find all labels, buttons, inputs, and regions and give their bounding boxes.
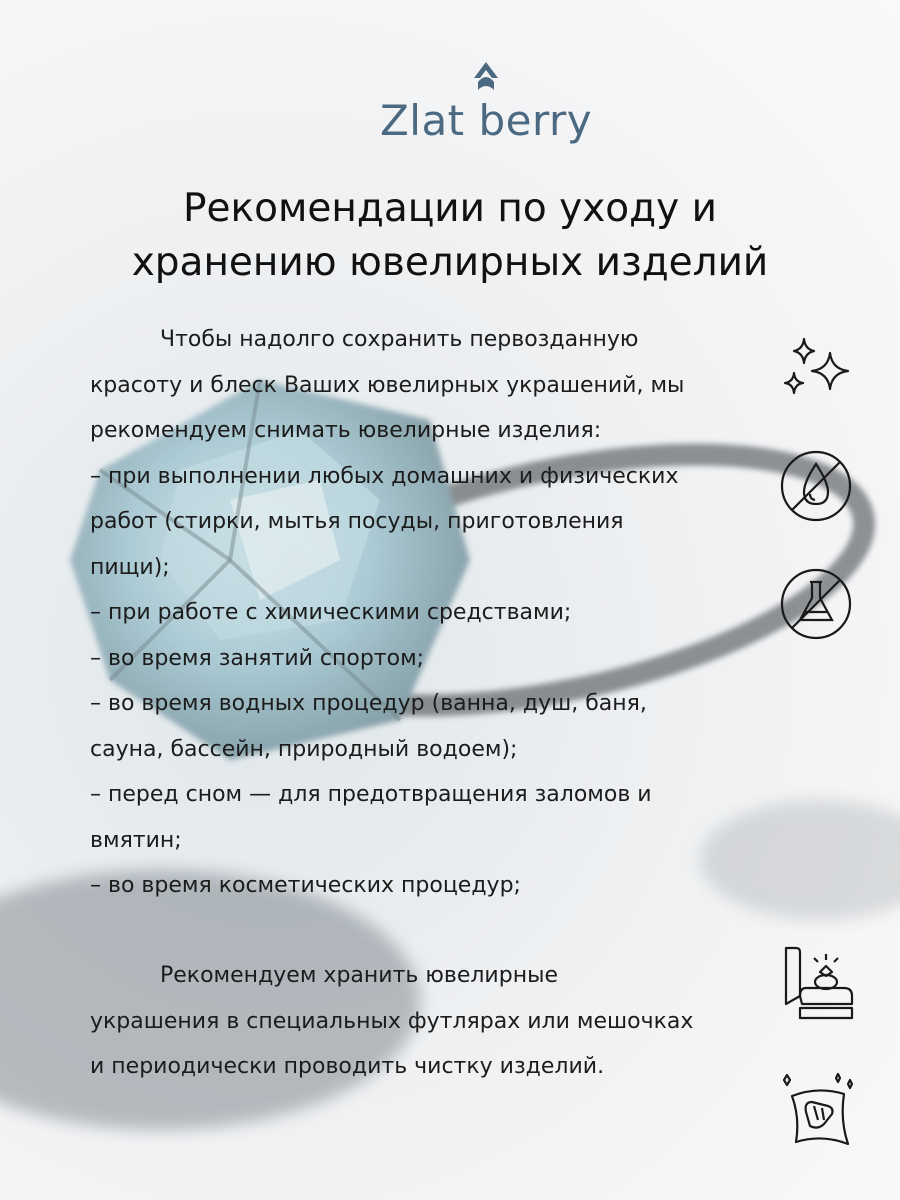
- text-line: пищи);: [90, 554, 170, 580]
- no-water-icon: [778, 448, 854, 524]
- title-line-2: хранению ювелирных изделий: [131, 240, 769, 285]
- text-line: украшения в специальных футлярах или мешочках: [90, 1008, 694, 1034]
- text-line: красоту и блеск Ваших ювелирных украшений, мы: [90, 372, 685, 398]
- brand-logo: [380, 60, 610, 160]
- recommendations-text: [90, 317, 770, 909]
- title-line-1: Рекомендации по уходу и: [183, 186, 717, 231]
- jewelry-box-icon: [780, 944, 856, 1024]
- list-item: – во время занятий спортом;: [90, 645, 425, 671]
- list-item: – во время водных процедур (ванна, душ, баня,: [90, 691, 647, 716]
- sparkles-icon: [778, 333, 854, 403]
- text-line: и периодически проводить чистку изделий.: [90, 1054, 605, 1079]
- logo-mark-icon: [468, 60, 504, 100]
- text-line: рекомендуем снимать ювелирные изделия:: [90, 418, 602, 443]
- cleaning-cloth-icon: [778, 1072, 858, 1156]
- list-item: – во время косметических процедур;: [90, 873, 521, 898]
- text-line: работ (стирки, мытья посуды, приготовления: [90, 509, 624, 534]
- list-item: – при работе с химическими средствами;: [90, 600, 572, 625]
- text-line: вмятин;: [90, 827, 182, 853]
- list-item: – при выполнении любых домашних и физических: [90, 463, 679, 489]
- brand-name: Zlat berry: [380, 96, 593, 145]
- page-title: [60, 182, 840, 290]
- no-chemicals-icon: [778, 566, 854, 642]
- list-item: – перед сном — для предотвращения заломов и: [90, 782, 652, 807]
- text-line: Чтобы надолго сохранить первозданную: [160, 327, 639, 352]
- storage-text: [90, 953, 770, 1090]
- text-line: сауна, бассейн, природный водоем);: [90, 736, 518, 762]
- text-line: Рекомендуем хранить ювелирные: [160, 963, 558, 988]
